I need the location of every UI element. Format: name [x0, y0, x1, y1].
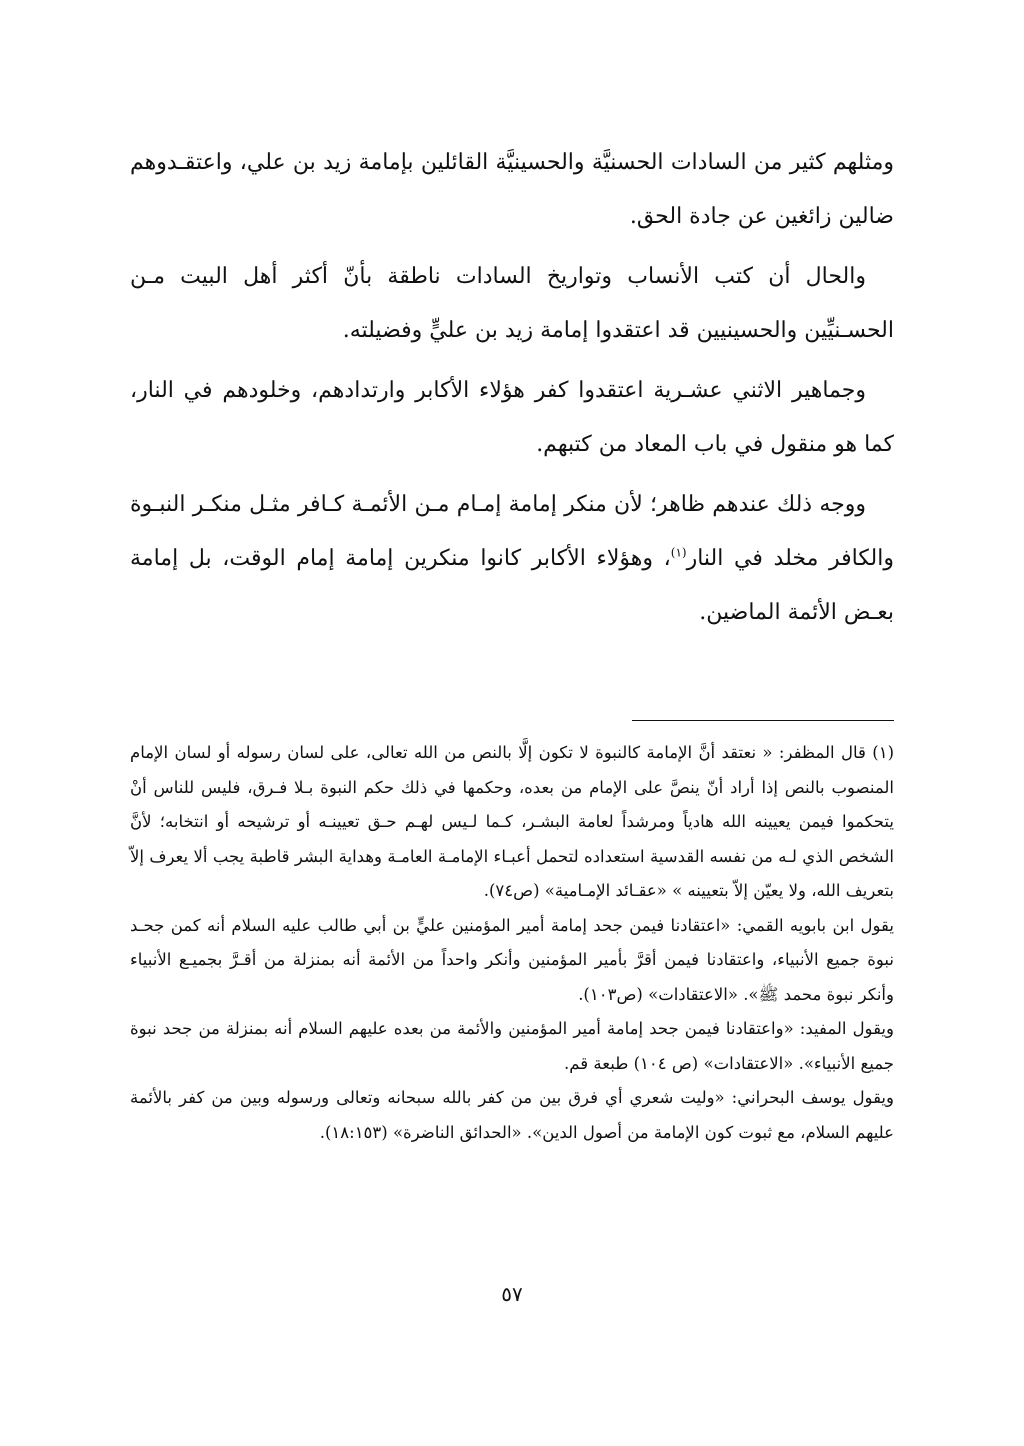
- paragraph-1: ومثلهم كثير من السادات الحسنيَّة والحسينيَّة القائلين بإمامة زيد بن علي، واعتقـدوهم ضالين زائغين عن جادة الحق.: [130, 150, 894, 229]
- footnote-1: (١) قال المظفر: « نعتقد أنَّ الإمامة كالنبوة لا تكون إلَّا بالنص من الله تعالى، على لسان رسوله أو لسان الإمام المنصوب بالنص إذا أراد أنّ ينصَّ على الإمام من بعده، وحكمها في ذلك حكم النبوة بـلا فـرق، فليس للناس أنْ يتحكموا فيمن يعيينه الله هادياً ومرشداً لعامة البشـر، كـما لـيس لهـم حـق تعيينـه أو ترشيحه أو انتخابه؛ لأنَّ الشخص الذي لـه من نفسه القدسية استعداده لتحمل أعبـاء الإمامـة العامـة وهداية البشر قاطبة يجب ألا يعرف إلاّ بتعريف الله، ولا يعيّن إلاّ بتعيينه » «عقـائد الإمـامية» (ص٧٤).: [130, 743, 894, 900]
- footnote-reference[interactable]: (١): [670, 545, 687, 560]
- footnote-3: ويقول المفيد: «واعتقادنا فيمن جحد إمامة أمير المؤمنين والأئمة من بعده عليهم السلام أنه بمنزلة من جحد نبوة جميع الأنبياء». «الاعتقادات» (ص ١٠٤) طبعة قم.: [130, 1019, 894, 1073]
- document-page: [130, 0, 894, 1446]
- footnotes: [130, 736, 894, 1150]
- paragraph-4-text-after: ، وهؤلاء الأكابر كانوا منكرين إمامة إمام الوقت، بل إمامة بعـض الأئمة الماضين.: [130, 546, 894, 625]
- paragraph-4-text-before: ووجه ذلك عندهم ظاهر؛ لأن منكر إمامة إمـام مـن الأئمـة كـافر مثـل منكـر النبـوة والكافر مخلد في النار: [130, 492, 894, 571]
- paragraph-4: [130, 478, 894, 640]
- footnote-separator: [632, 720, 894, 721]
- page-number: ٥٧: [501, 1282, 523, 1306]
- footnote-2: يقول ابن بابويه القمي: «اعتقادنا فيمن جحد إمامة أمير المؤمنين عليٍّ بن أبي طالب عليه السلام أنه كمن جحـد نبوة جميع الأنبياء، واعتقادنا فيمن أقرَّ بأمير المؤمنين وأنكر واحداً من الأئمة أنه بمنزلة من أقـرَّ بجميـع الأنبياء وأنكر نبوة محمد ﷺ». «الاعتقادات» (ص١٠٣).: [130, 915, 894, 1004]
- footnote-4: ويقول يوسف البحراني: «وليت شعري أي فرق بين من كفر بالله سبحانه وتعالى ورسوله وبين من كفر بالأئمة عليهم السلام، مع ثبوت كون الإمامة من أصول الدين». «الحدائق الناضرة» (١٨:١٥٣).: [130, 1088, 894, 1142]
- paragraph-3: وجماهير الاثني عشـرية اعتقدوا كفر هؤلاء الأكابر وارتدادهم، وخلودهم في النار، كما هو منقول في باب المعاد من كتبهم.: [130, 378, 894, 457]
- body-text: [130, 136, 894, 646]
- paragraph-2: والحال أن كتب الأنساب وتواريخ السادات ناطقة بأنّ أكثر أهل البيت مـن الحسـنيِّين والحسينيين قد اعتقدوا إمامة زيد بن عليٍّ وفضيلته.: [130, 264, 894, 343]
